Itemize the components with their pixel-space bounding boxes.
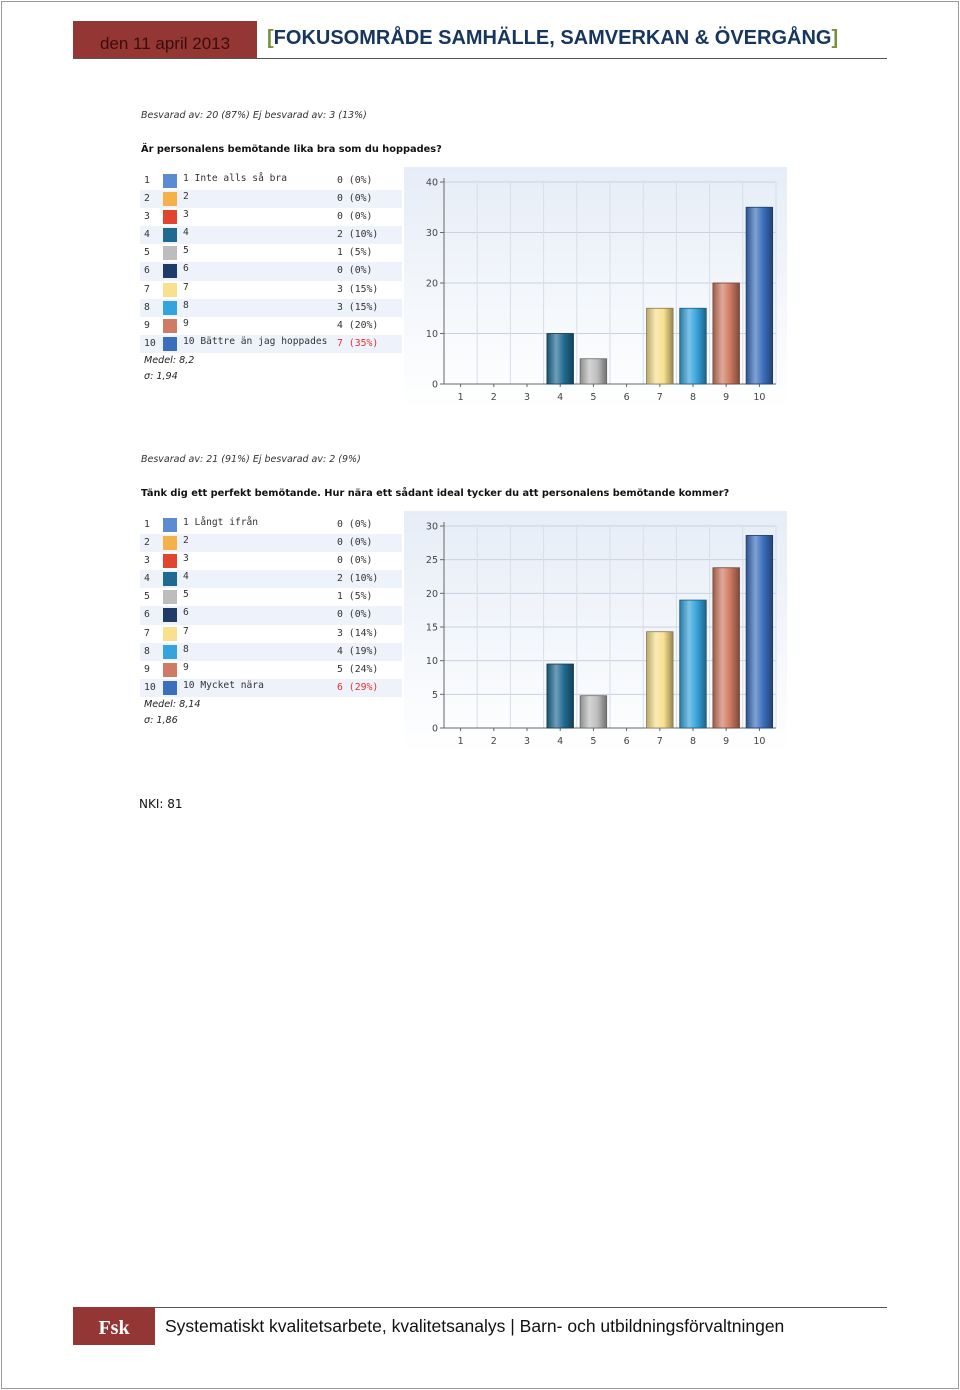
footer-text: Systematiskt kvalitetsarbete, kvalitetsanalys | Barn- och utbildningsförvaltningen <box>165 1316 785 1336</box>
x-tick-label: 10 <box>753 736 766 747</box>
bar-5 <box>580 696 607 728</box>
question-block-2 <box>140 454 790 754</box>
bar-5 <box>580 359 607 384</box>
legend-number: 4 <box>144 229 150 241</box>
legend-swatch <box>163 590 177 604</box>
legend-row <box>140 570 402 588</box>
legend-swatch <box>163 283 177 297</box>
answered-summary: Besvarad av: 20 (87%) Ej besvarad av: 3 (13%) <box>141 110 367 121</box>
header-bracket-close: ] <box>831 27 839 49</box>
legend-number: 2 <box>144 537 150 549</box>
x-tick-label: 9 <box>723 736 730 747</box>
legend-number: 8 <box>144 301 150 313</box>
x-tick-label: 8 <box>689 392 697 403</box>
legend-row <box>140 625 402 643</box>
legend-swatch <box>163 228 177 242</box>
legend-label: 7 <box>183 625 189 637</box>
y-tick-label: 20 <box>425 278 438 290</box>
legend-count: 2 (10%) <box>337 573 379 585</box>
legend-count: 0 (0%) <box>337 211 373 223</box>
legend-count: 2 (10%) <box>337 229 379 241</box>
footer-logo: Fsk <box>73 1307 155 1345</box>
legend-swatch <box>163 554 177 568</box>
bar-7 <box>647 632 674 728</box>
legend-count: 0 (0%) <box>337 519 373 530</box>
legend-count: 4 (20%) <box>337 319 379 331</box>
legend-swatch <box>163 210 177 224</box>
legend-number: 2 <box>144 193 150 205</box>
legend-row <box>140 516 402 534</box>
std-dev-value: σ: 1,94 <box>144 371 178 382</box>
x-tick-label: 6 <box>623 392 630 403</box>
bar-4 <box>547 664 574 728</box>
mean-value: Medel: 8,2 <box>144 355 195 366</box>
legend-swatch <box>163 663 177 677</box>
legend-row <box>140 643 402 661</box>
legend-swatch <box>163 174 177 188</box>
legend-row <box>140 208 402 226</box>
x-tick-label: 8 <box>689 736 697 747</box>
answered-summary: Besvarad av: 21 (91%) Ej besvarad av: 2 (9%) <box>141 454 361 465</box>
legend-label: 9 <box>183 317 189 329</box>
legend-label: 6 <box>183 607 189 619</box>
x-tick-label: 5 <box>590 736 597 747</box>
legend-count: 7 (35%) <box>337 337 379 349</box>
x-tick-label: 2 <box>490 392 497 403</box>
x-tick-label: 4 <box>557 736 564 747</box>
legend-number: 7 <box>144 283 150 295</box>
legend-label: 6 <box>183 263 189 275</box>
legend-label: 1 Långt ifrån <box>183 517 259 528</box>
x-tick-label: 3 <box>523 736 531 747</box>
x-tick-label: 9 <box>723 392 730 403</box>
legend-row <box>140 317 402 335</box>
legend-swatch <box>163 518 177 532</box>
legend-row <box>140 226 402 244</box>
header-title <box>267 27 838 50</box>
legend-label: 8 <box>183 299 189 311</box>
legend-swatch <box>163 319 177 333</box>
question-block-1 <box>140 110 790 410</box>
legend-number: 10 <box>144 681 156 693</box>
footer-rule <box>73 1307 887 1308</box>
legend-count: 3 (15%) <box>337 301 379 313</box>
legend-swatch <box>163 246 177 260</box>
legend-row <box>140 679 402 697</box>
std-dev-value: σ: 1,86 <box>144 715 178 726</box>
legend-row <box>140 281 402 299</box>
legend-count: 0 (0%) <box>337 537 373 549</box>
x-tick-label: 4 <box>557 392 564 403</box>
legend-label: 4 <box>183 227 189 239</box>
legend-label: 5 <box>183 589 189 601</box>
legend-label: 10 Mycket nära <box>183 679 264 691</box>
legend-label: 8 <box>183 643 189 655</box>
legend-number: 1 <box>144 175 150 186</box>
legend-count: 6 (29%) <box>337 681 379 693</box>
nki-score: NKI: 81 <box>139 797 183 811</box>
legend-count: 5 (24%) <box>337 663 379 675</box>
legend-row <box>140 172 402 190</box>
legend-count: 3 (14%) <box>337 627 379 639</box>
answer-legend <box>140 172 402 353</box>
legend-number: 3 <box>144 211 150 223</box>
x-tick-label: 5 <box>590 392 597 403</box>
legend-swatch <box>163 681 177 695</box>
legend-number: 8 <box>144 645 150 657</box>
x-tick-label: 2 <box>490 736 497 747</box>
y-tick-label: 25 <box>425 555 438 567</box>
legend-number: 1 <box>144 519 150 530</box>
legend-swatch <box>163 627 177 641</box>
legend-number: 9 <box>144 319 150 331</box>
y-tick-label: 5 <box>431 689 438 701</box>
bar-chart <box>404 167 787 410</box>
legend-swatch <box>163 536 177 550</box>
legend-row <box>140 190 402 208</box>
header-bracket-open: [ <box>267 27 274 49</box>
y-tick-label: 30 <box>425 521 438 533</box>
bar-9 <box>713 283 740 384</box>
x-tick-label: 1 <box>457 392 464 403</box>
legend-count: 0 (0%) <box>337 193 373 205</box>
legend-count: 4 (19%) <box>337 645 379 657</box>
legend-swatch <box>163 645 177 659</box>
question-text: Tänk dig ett perfekt bemötande. Hur nära ett sådant ideal tycker du att personalens bemötande kommer? <box>141 488 730 499</box>
y-tick-label: 20 <box>425 588 438 600</box>
header-date: den 11 april 2013 <box>73 21 257 58</box>
legend-number: 6 <box>144 609 150 621</box>
legend-label: 7 <box>183 281 189 293</box>
legend-label: 1 Inte alls så bra <box>183 173 287 184</box>
y-tick-label: 40 <box>425 177 438 189</box>
legend-label: 4 <box>183 571 189 583</box>
legend-number: 10 <box>144 337 156 349</box>
y-tick-label: 15 <box>425 622 438 634</box>
bar-7 <box>647 308 674 384</box>
legend-label: 10 Bättre än jag hoppades <box>183 335 328 347</box>
legend-row <box>140 335 402 353</box>
legend-swatch <box>163 608 177 622</box>
answer-legend <box>140 516 402 697</box>
x-tick-label: 6 <box>623 736 630 747</box>
bar-chart-svg <box>404 511 787 754</box>
header-title-text: FOKUSOMRÅDE SAMHÄLLE, SAMVERKAN & ÖVERGÅNG <box>273 27 832 49</box>
legend-count: 0 (0%) <box>337 609 373 621</box>
legend-count: 0 (0%) <box>337 555 373 567</box>
bar-9 <box>713 568 740 728</box>
legend-label: 9 <box>183 661 189 673</box>
bar-chart <box>404 511 787 754</box>
bar-8 <box>680 600 707 728</box>
legend-swatch <box>163 572 177 586</box>
legend-number: 6 <box>144 265 150 277</box>
x-tick-label: 7 <box>656 392 663 403</box>
legend-number: 9 <box>144 663 150 675</box>
legend-row <box>140 588 402 606</box>
legend-count: 3 (15%) <box>337 283 379 295</box>
bar-10 <box>746 535 773 728</box>
legend-number: 5 <box>144 247 150 259</box>
question-text: Är personalens bemötande lika bra som du hoppades? <box>141 144 442 155</box>
mean-value: Medel: 8,14 <box>144 699 201 710</box>
x-tick-label: 10 <box>753 392 766 403</box>
x-tick-label: 1 <box>457 736 464 747</box>
bar-8 <box>680 308 707 384</box>
legend-number: 7 <box>144 627 150 639</box>
legend-label: 2 <box>183 535 189 547</box>
legend-label: 2 <box>183 191 189 203</box>
legend-swatch <box>163 301 177 315</box>
legend-label: 3 <box>183 553 189 565</box>
legend-row <box>140 552 402 570</box>
legend-number: 3 <box>144 555 150 567</box>
header-rule <box>73 58 887 59</box>
legend-number: 5 <box>144 591 150 603</box>
legend-label: 3 <box>183 209 189 221</box>
legend-row <box>140 606 402 624</box>
bar-10 <box>746 207 773 384</box>
legend-row <box>140 244 402 262</box>
legend-row <box>140 534 402 552</box>
x-tick-label: 3 <box>523 392 531 403</box>
legend-number: 4 <box>144 573 150 585</box>
y-tick-label: 0 <box>431 723 438 735</box>
y-tick-label: 10 <box>425 329 438 340</box>
legend-swatch <box>163 192 177 206</box>
legend-count: 1 (5%) <box>337 247 373 259</box>
legend-count: 0 (0%) <box>337 175 373 186</box>
bar-4 <box>547 334 574 385</box>
legend-swatch <box>163 264 177 278</box>
legend-label: 5 <box>183 245 189 257</box>
legend-count: 1 (5%) <box>337 591 373 603</box>
legend-row <box>140 661 402 679</box>
legend-count: 0 (0%) <box>337 265 373 277</box>
y-tick-label: 10 <box>425 656 438 668</box>
legend-row <box>140 299 402 317</box>
y-tick-label: 0 <box>431 379 438 391</box>
legend-swatch <box>163 337 177 351</box>
bar-chart-svg <box>404 167 787 410</box>
legend-row <box>140 262 402 280</box>
y-tick-label: 30 <box>425 228 438 239</box>
x-tick-label: 7 <box>656 736 663 747</box>
